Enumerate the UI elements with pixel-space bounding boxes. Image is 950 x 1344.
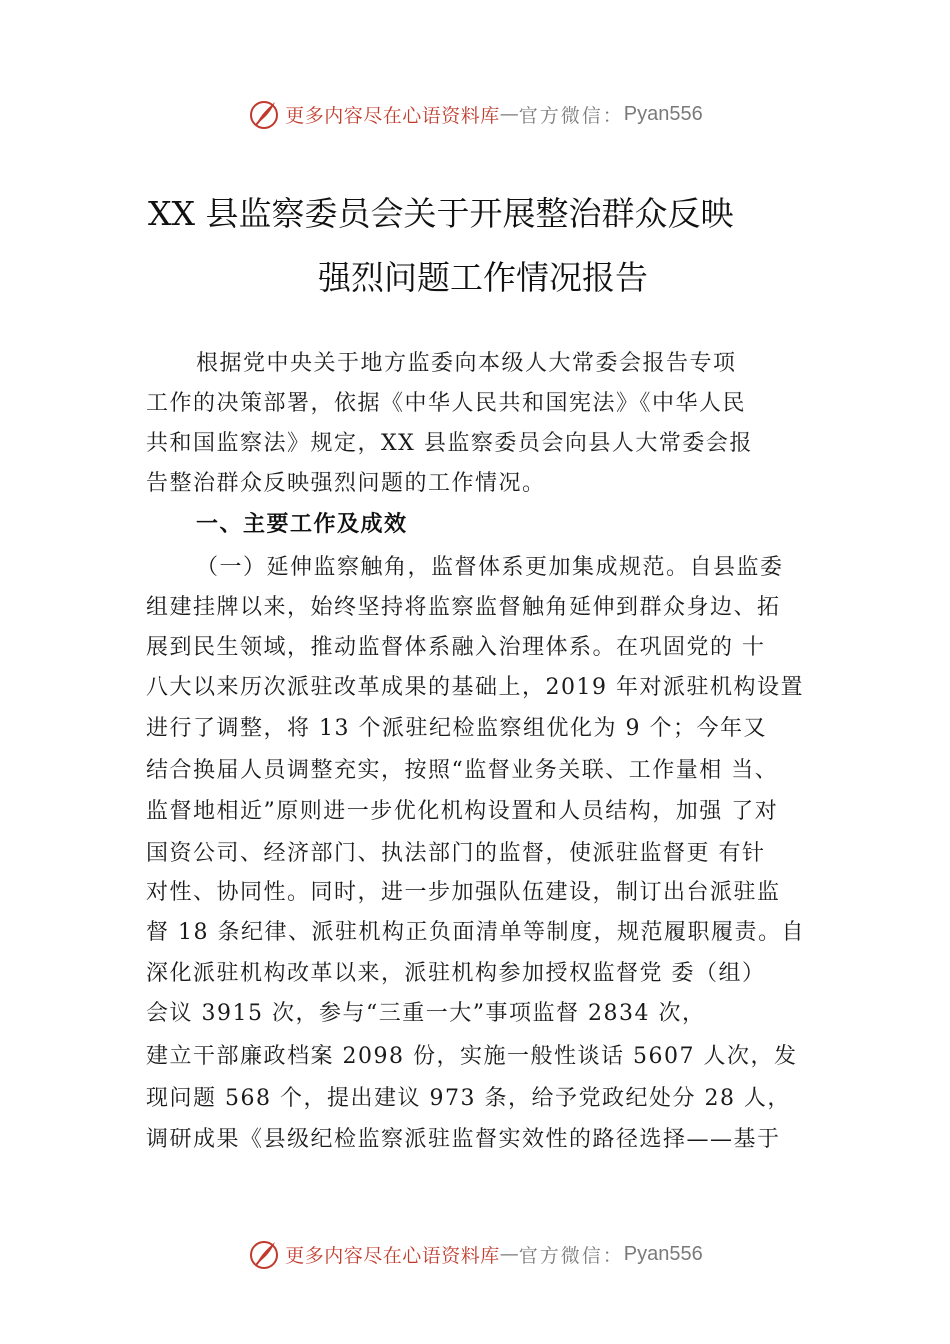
document-title-line-2: 强烈问题工作情况报告: [318, 258, 648, 297]
banner-wechat-id: Pyan556: [623, 102, 703, 125]
section-line: 督 18 条纪律、派驻机构正负面清单等制度，规范履职履责。自: [146, 920, 805, 945]
quill-logo-icon: [247, 1237, 281, 1271]
section-line: 会议 3915 次，参与“三重一大”事项监督 2834 次，: [146, 1001, 706, 1026]
section-line: 深化派驻机构改革以来，派驻机构参加授权监督党 委（组）: [146, 961, 766, 986]
section-line: 结合换届人员调整充实，按照“监督业务关联、工作量相 当、: [146, 758, 779, 783]
banner-wechat-label: 官方微信：: [518, 1244, 624, 1267]
banner-wechat-label: 官方微信：: [518, 104, 624, 127]
intro-line: 共和国监察法》规定，XX 县监察委员会向县人大常委会报: [146, 431, 753, 456]
banner-wechat-id: Pyan556: [623, 1242, 703, 1265]
section-heading: 一、主要工作及成效: [196, 512, 408, 537]
section-line: 组建挂牌以来，始终坚持将监察监督触角延伸到群众身边、拓: [146, 595, 781, 620]
section-line: 国资公司、经济部门、执法部门的监督，使派驻监督更 有针: [146, 841, 766, 866]
section-line: （一）延伸监察触角，监督体系更加集成规范。自县监委: [196, 555, 784, 580]
section-line: 展到民生领域，推动监督体系融入治理体系。在巩固党的 十: [146, 635, 766, 660]
intro-line: 告整治群众反映强烈问题的工作情况。: [146, 471, 546, 496]
section-line: 建立干部廉政档案 2098 份，实施一般性谈话 5607 人次，发: [146, 1044, 798, 1069]
section-line: 现问题 568 个，提出建议 973 条，给予党政纪处分 28 人，: [146, 1086, 791, 1111]
banner-main-text: 更多内容尽在心语资料库: [285, 1244, 500, 1267]
banner-main-text: 更多内容尽在心语资料库: [285, 104, 500, 127]
quill-logo-icon: [247, 97, 281, 131]
section-line: 八大以来历次派驻改革成果的基础上，2019 年对派驻机构设置: [146, 675, 804, 700]
banner-separator: —: [499, 1243, 519, 1265]
section-line: 调研成果《县级纪检监察派驻监督实效性的路径选择——基于: [146, 1127, 781, 1152]
section-line: 对性、协同性。同时，进一步加强队伍建设，制订出台派驻监: [146, 880, 781, 905]
footer-banner: [0, 1234, 950, 1274]
header-banner: [0, 94, 950, 134]
section-line: 监督地相近”原则进一步优化机构设置和人员结构，加强 了对: [146, 799, 779, 824]
section-line: 进行了调整，将 13 个派驻纪检监察组优化为 9 个；今年又: [146, 716, 767, 741]
intro-line: 根据党中央关于地方监委向本级人大常委会报告专项: [196, 351, 737, 376]
intro-line: 工作的决策部署，依据《中华人民共和国宪法》《中华人民: [146, 391, 747, 416]
document-title-line-1: XX 县监察委员会关于开展整治群众反映: [148, 194, 734, 233]
banner-separator: —: [499, 103, 519, 125]
